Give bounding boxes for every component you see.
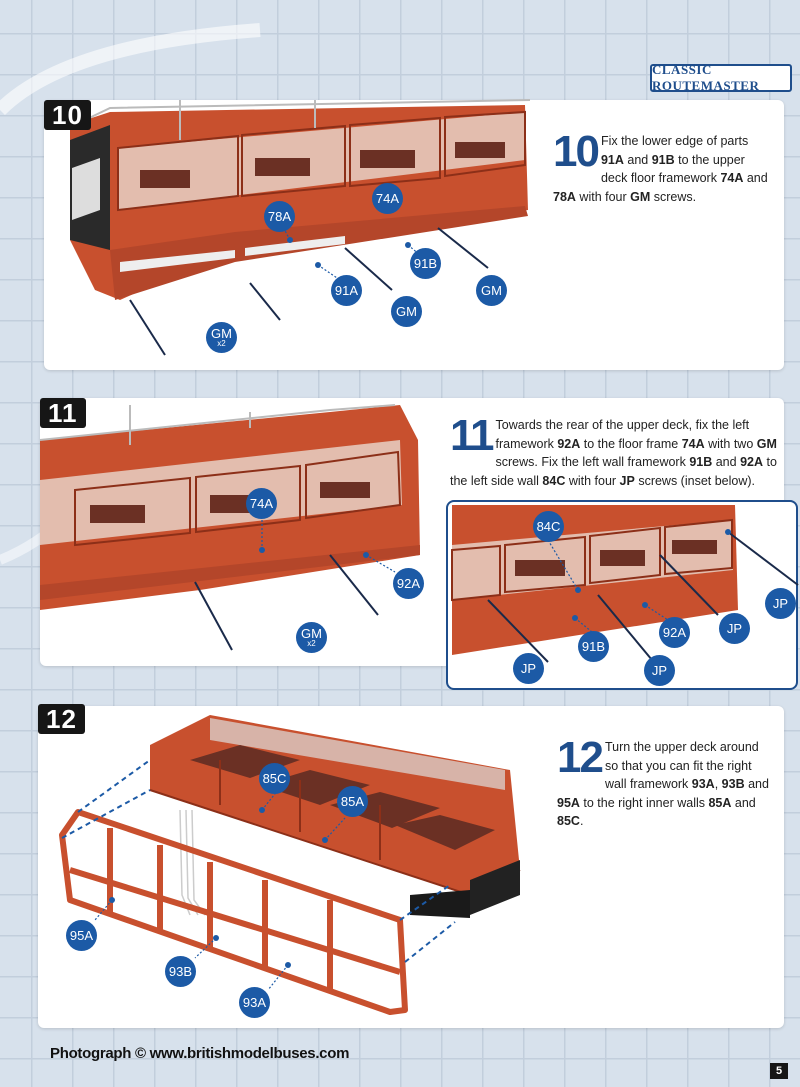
callout-JP: JP (765, 588, 796, 619)
callout-label: GM (301, 626, 322, 641)
callout-95A: 95A (66, 920, 97, 951)
step-10-number-tag: 10 (44, 100, 91, 130)
callout-label: GM (211, 326, 232, 341)
callout-qty: x2 (307, 639, 316, 648)
step-11-number-tag: 11 (40, 398, 86, 428)
step-12-dropcap: 12 (557, 733, 602, 782)
part-ref: 92A (557, 436, 581, 451)
part-ref: GM (756, 436, 777, 451)
callout-GM-right: GM (476, 275, 507, 306)
callout-93A: 93A (239, 987, 270, 1018)
text: and (744, 777, 769, 791)
text: and (731, 795, 756, 810)
callout-JP: JP (644, 655, 675, 686)
text: to the floor frame (580, 436, 682, 451)
callout-78A: 78A (264, 201, 295, 232)
text: to the left side wall (450, 455, 777, 488)
text: , (714, 777, 722, 791)
text: Towards the rear of the upper deck, fix the left framework (495, 418, 750, 451)
callout-91A: 91A (331, 275, 362, 306)
text: with two (704, 436, 757, 451)
part-ref: GM (630, 189, 651, 204)
part-ref: 74A (720, 171, 744, 185)
text: Fix the lower edge of parts (600, 134, 749, 148)
callout-85C: 85C (259, 763, 290, 794)
callout-74A: 74A (246, 488, 277, 519)
callout-JP: JP (719, 613, 750, 644)
callout-GM-center: GM (391, 296, 422, 327)
text: to the upper deck floor framework (600, 152, 745, 185)
photo-credit: Photograph © www.britishmodelbuses.com (50, 1045, 350, 1062)
callout-qty: x2 (217, 339, 226, 348)
series-badge: CLASSIC ROUTEMASTER (650, 64, 792, 92)
part-ref: 92A (740, 455, 763, 469)
callout-93B: 93B (165, 956, 196, 987)
text: to the right inner walls (579, 795, 709, 810)
part-ref: 78A (553, 189, 576, 204)
step-11-dropcap: 11 (450, 411, 493, 460)
part-ref: 74A (681, 436, 705, 451)
text: and (712, 455, 741, 469)
part-ref: 91A (600, 152, 624, 167)
text: and (623, 152, 652, 167)
step-10-dropcap: 10 (553, 127, 598, 176)
text: with four (575, 189, 631, 204)
part-ref: 93A (691, 777, 715, 791)
text: . (579, 814, 584, 828)
text: with four (565, 473, 620, 488)
part-ref: 85C (557, 814, 580, 828)
callout-92A: 92A (659, 617, 690, 648)
callout-85A: 85A (337, 786, 368, 817)
part-ref: 85A (708, 795, 732, 810)
text: screws. Fix the left wall framework (495, 455, 690, 469)
callout-91B: 91B (578, 631, 609, 662)
part-ref: 93B (721, 777, 745, 791)
callout-JP: JP (513, 653, 544, 684)
part-ref: JP (619, 473, 635, 488)
step-12-number-tag: 12 (38, 704, 85, 734)
callout-84C: 84C (533, 511, 564, 542)
text: screws (inset below). (634, 473, 756, 488)
part-ref: 91B (689, 455, 713, 469)
part-ref: 95A (557, 795, 580, 810)
page-number: 5 (770, 1063, 788, 1079)
part-ref: 91B (651, 152, 675, 167)
step-12-instructions (557, 733, 769, 831)
callout-92A: 92A (393, 568, 424, 599)
callout-91B: 91B (410, 248, 441, 279)
part-ref: 84C (542, 473, 566, 488)
text: and (743, 171, 768, 185)
text: screws. (650, 189, 697, 204)
text: Turn the upper deck around so that you can fit the right wall framework (604, 740, 759, 791)
callout-74A: 74A (372, 183, 403, 214)
